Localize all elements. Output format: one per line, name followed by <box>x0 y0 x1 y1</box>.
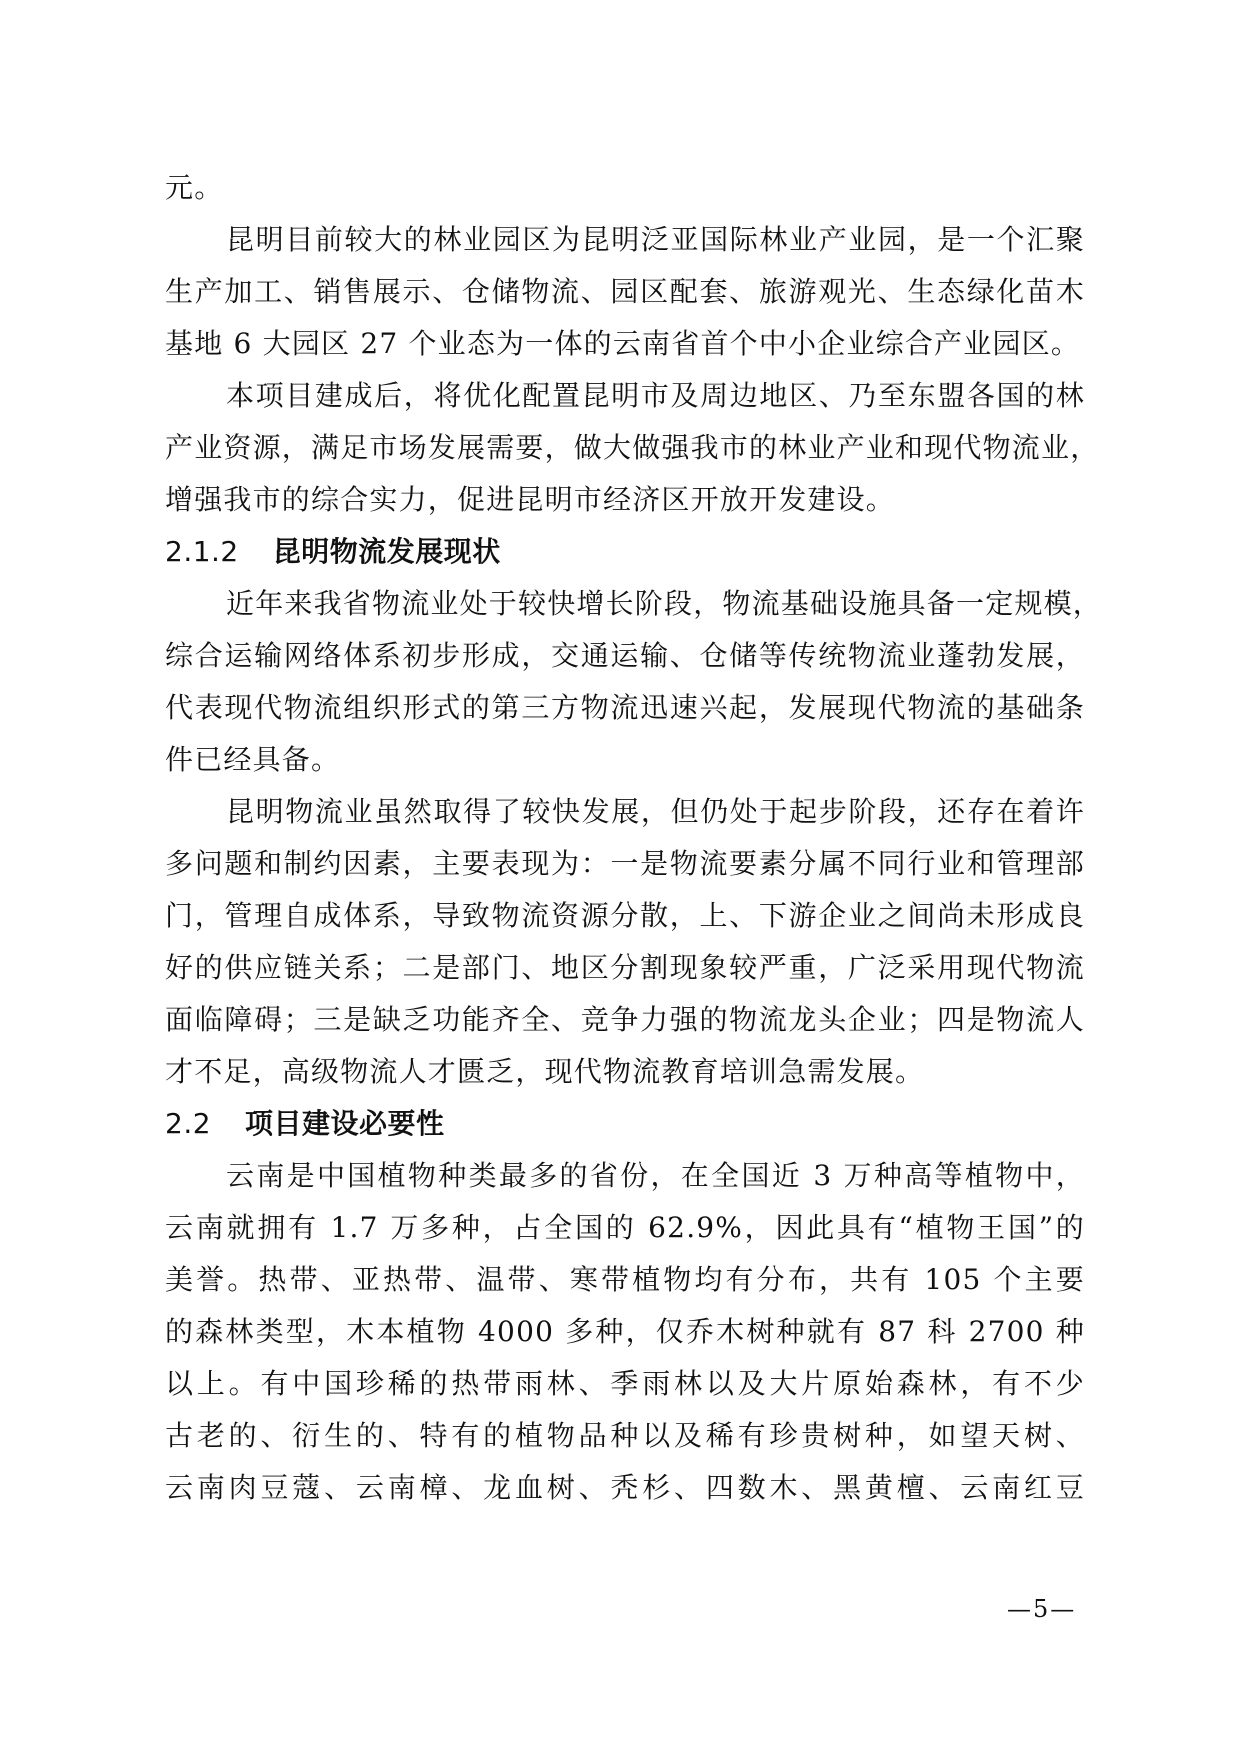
section-number: 2.2 <box>165 1107 212 1140</box>
paragraph-line: 本项目建成后，将优化配置昆明市及周边地区、乃至东盟各国的林 <box>226 379 1085 412</box>
paragraph-line: 的森林类型，木本植物 4000 多种，仅乔木树种就有 87 科 2700 种 <box>165 1315 1085 1348</box>
paragraph-line: 门，管理自成体系，导致物流资源分散，上、下游企业之间尚未形成良 <box>165 899 1085 932</box>
paragraph-line: 件已经具备。 <box>165 743 341 776</box>
paragraph-line: 生产加工、销售展示、仓储物流、园区配套、旅游观光、生态绿化苗木 <box>165 275 1085 308</box>
paragraph-line: 面临障碍；三是缺乏功能齐全、竞争力强的物流龙头企业；四是物流人 <box>165 1003 1085 1036</box>
paragraph-line: 产业资源，满足市场发展需要，做大做强我市的林业产业和现代物流业， <box>165 431 1100 464</box>
paragraph-line: 好的供应链关系；二是部门、地区分割现象较严重，广泛采用现代物流 <box>165 951 1085 984</box>
paragraph-line: 昆明物流业虽然取得了较快发展，但仍处于起步阶段，还存在着许 <box>226 795 1085 828</box>
page-number: —5— <box>1007 1595 1077 1623</box>
section-title: 项目建设必要性 <box>245 1107 445 1140</box>
paragraph-line: 以上。有中国珍稀的热带雨林、季雨林以及大片原始森林，有不少 <box>165 1367 1085 1400</box>
paragraph-line: 近年来我省物流业处于较快增长阶段，物流基础设施具备一定规模， <box>226 587 1103 620</box>
section-number: 2.1.2 <box>165 535 239 568</box>
section-title: 昆明物流发展现状 <box>272 535 501 568</box>
paragraph-line: 综合运输网络体系初步形成，交通运输、仓储等传统物流业蓬勃发展， <box>165 639 1085 672</box>
paragraph-line: 元。 <box>165 171 224 204</box>
paragraph-line: 代表现代物流组织形式的第三方物流迅速兴起，发展现代物流的基础条 <box>165 691 1085 724</box>
paragraph-line: 多问题和制约因素，主要表现为：一是物流要素分属不同行业和管理部 <box>165 847 1085 880</box>
paragraph-line: 昆明目前较大的林业园区为昆明泛亚国际林业产业园，是一个汇聚 <box>226 223 1085 256</box>
section-heading-2-2 <box>165 1104 1085 1144</box>
paragraph-line: 云南肉豆蔻、云南樟、龙血树、秃杉、四数木、黑黄檀、云南红豆 <box>165 1471 1085 1504</box>
paragraph-line: 基地 6 大园区 27 个业态为一体的云南省首个中小企业综合产业园区。 <box>165 327 1081 360</box>
paragraph-line: 古老的、衍生的、特有的植物品种以及稀有珍贵树种，如望天树、 <box>165 1419 1085 1452</box>
paragraph-line: 云南是中国植物种类最多的省份，在全国近 3 万种高等植物中， <box>226 1159 1085 1192</box>
paragraph-line: 增强我市的综合实力，促进昆明市经济区开放开发建设。 <box>165 483 896 516</box>
paragraph-line: 云南就拥有 1.7 万多种，占全国的 62.9%，因此具有“植物王国”的 <box>165 1211 1085 1244</box>
paragraph-line: 美誉。热带、亚热带、温带、寒带植物均有分布，共有 105 个主要 <box>165 1263 1085 1296</box>
paragraph-line: 才不足，高级物流人才匮乏，现代物流教育培训急需发展。 <box>165 1055 925 1088</box>
section-heading-2-1-2 <box>165 532 1085 572</box>
